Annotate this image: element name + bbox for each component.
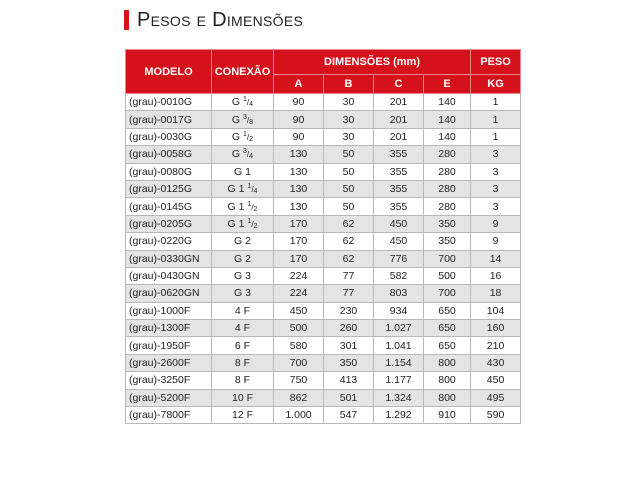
cell-peso: 1 [471,128,521,145]
cell-b: 30 [324,128,374,145]
cell-peso: 450 [471,372,521,389]
cell-c: 355 [374,163,424,180]
cell-a: 130 [274,180,324,197]
fraction-numerator: 3 [243,113,247,121]
table-row [126,146,521,163]
cell-b: 547 [324,407,374,424]
fraction-denominator: 4 [249,101,254,109]
cell-peso: 495 [471,389,521,406]
cell-b: 77 [324,285,374,302]
cell-e: 910 [424,407,471,424]
cell-b: 50 [324,146,374,163]
cell-peso: 1 [471,94,521,111]
cell-c: 1.177 [374,372,424,389]
cell-conexao [212,389,274,406]
cell-conexao: G 1 $^1/_2$ [212,198,274,215]
header-e: E [424,75,471,94]
section-heading [124,8,303,32]
conexao-base: G [231,148,241,161]
cell-b: 301 [324,337,374,354]
header-modelo: MODELO [126,50,212,94]
cell-conexao: G $^3/_4$ [212,146,274,163]
cell-c: 201 [374,94,424,111]
cell-a: 170 [274,215,324,232]
header-kg: KG [471,75,521,94]
cell-e: 650 [424,337,471,354]
fraction-numerator: 1 [247,217,252,225]
cell-peso: 3 [471,198,521,215]
fraction-numerator: 1 [243,130,247,138]
cell-conexao [212,267,274,284]
cell-a: 130 [274,163,324,180]
header-dimensoes: DIMENSÕES (mm) [274,50,471,75]
cell-c: 1.027 [374,320,424,337]
cell-peso: 9 [471,215,521,232]
cell-e: 140 [424,111,471,128]
cell-c: 201 [374,128,424,145]
fraction-denominator: 2 [253,205,258,213]
cell-modelo: (grau)-0010G [126,94,212,111]
cell-conexao [212,320,274,337]
cell-peso: 160 [471,320,521,337]
cell-b: 260 [324,320,374,337]
cell-peso: 3 [471,163,521,180]
cell-a: 170 [274,250,324,267]
cell-b: 62 [324,233,374,250]
conexao-base: 8 F [234,374,251,387]
cell-a: 450 [274,302,324,319]
fraction-numerator: 1 [247,183,252,191]
cell-c: 582 [374,267,424,284]
cell-e: 350 [424,233,471,250]
cell-peso: 210 [471,337,521,354]
cell-b: 30 [324,111,374,128]
cell-e: 280 [424,163,471,180]
cell-peso: 18 [471,285,521,302]
table-row [126,285,521,302]
conexao-base: G [231,113,241,126]
table-row [126,250,521,267]
cell-modelo: (grau)-2600F [126,354,212,371]
cell-c: 803 [374,285,424,302]
cell-a: 224 [274,267,324,284]
cell-modelo: (grau)-1950F [126,337,212,354]
cell-modelo: (grau)-1300F [126,320,212,337]
table-row [126,198,521,215]
cell-conexao [212,354,274,371]
conexao-base: 12 F [231,409,253,422]
conexao-base: 8 F [234,357,251,370]
conexao-base: G 1 [227,200,245,213]
weights-dimensions-table [125,49,521,424]
table-row [126,233,521,250]
fraction-numerator: 3 [243,148,247,156]
conexao-base: 10 F [231,391,253,404]
cell-b: 62 [324,250,374,267]
cell-modelo: (grau)-0125G [126,180,212,197]
cell-b: 30 [324,94,374,111]
cell-conexao [212,407,274,424]
cell-c: 355 [374,198,424,215]
cell-a: 170 [274,233,324,250]
cell-e: 800 [424,354,471,371]
cell-c: 355 [374,180,424,197]
fraction-denominator: 2 [253,222,258,230]
cell-modelo: (grau)-1000F [126,302,212,319]
cell-c: 201 [374,111,424,128]
cell-modelo: (grau)-0058G [126,146,212,163]
conexao-base: G 1 [227,183,245,196]
cell-c: 1.041 [374,337,424,354]
cell-c: 1.324 [374,389,424,406]
cell-b: 350 [324,354,374,371]
cell-modelo: (grau)-0330GN [126,250,212,267]
cell-conexao [212,163,274,180]
conexao-base: 4 F [234,304,251,317]
cell-peso: 430 [471,354,521,371]
fraction-denominator: 4 [249,153,254,161]
cell-conexao [212,250,274,267]
table-row [126,163,521,180]
header-peso: PESO [471,50,521,75]
fraction-numerator: 1 [247,200,252,208]
cell-b: 230 [324,302,374,319]
cell-a: 580 [274,337,324,354]
cell-c: 450 [374,215,424,232]
heading-accent-bar [124,10,129,30]
conexao-base: G 3 [234,270,251,283]
cell-peso: 3 [471,146,521,163]
cell-c: 355 [374,146,424,163]
cell-c: 450 [374,233,424,250]
cell-conexao [212,302,274,319]
table-row [126,337,521,354]
cell-a: 90 [274,94,324,111]
cell-a: 700 [274,354,324,371]
cell-conexao [212,285,274,302]
table-row [126,407,521,424]
fraction-denominator: 8 [249,118,254,126]
cell-modelo: (grau)-0205G [126,215,212,232]
cell-modelo: (grau)-0080G [126,163,212,180]
cell-e: 700 [424,285,471,302]
cell-a: 1.000 [274,407,324,424]
conexao-base: G 1 [227,217,245,230]
cell-conexao [212,337,274,354]
conexao-base: G [231,130,241,143]
cell-a: 500 [274,320,324,337]
table-body [126,94,521,424]
cell-peso: 590 [471,407,521,424]
cell-a: 130 [274,146,324,163]
table-row [126,111,521,128]
cell-modelo: (grau)-5200F [126,389,212,406]
cell-e: 280 [424,180,471,197]
conexao-base: 6 F [234,339,251,352]
cell-peso: 14 [471,250,521,267]
cell-conexao: G 1 $^1/_4$ [212,180,274,197]
cell-modelo: (grau)-0145G [126,198,212,215]
cell-modelo: (grau)-3250F [126,372,212,389]
cell-b: 413 [324,372,374,389]
conexao-base: G 1 [234,165,251,178]
cell-b: 62 [324,215,374,232]
cell-a: 90 [274,128,324,145]
conexao-base: 4 F [234,322,251,335]
cell-b: 50 [324,198,374,215]
cell-peso: 16 [471,267,521,284]
conexao-base: G 2 [234,235,251,248]
cell-e: 500 [424,267,471,284]
cell-modelo: (grau)-0030G [126,128,212,145]
cell-conexao: G 1 $^1/_2$ [212,215,274,232]
conexao-base: G 3 [234,287,251,300]
table-row [126,267,521,284]
cell-conexao [212,233,274,250]
cell-conexao: G $^3/_8$ [212,111,274,128]
header-c: C [374,75,424,94]
cell-modelo: (grau)-7800F [126,407,212,424]
cell-b: 77 [324,267,374,284]
cell-e: 800 [424,389,471,406]
table-row [126,180,521,197]
table-row [126,372,521,389]
cell-e: 280 [424,146,471,163]
cell-c: 1.154 [374,354,424,371]
cell-e: 140 [424,94,471,111]
cell-peso: 1 [471,111,521,128]
cell-e: 800 [424,372,471,389]
cell-e: 650 [424,320,471,337]
cell-e: 280 [424,198,471,215]
cell-c: 1.292 [374,407,424,424]
fraction-denominator: 4 [253,188,258,196]
cell-peso: 104 [471,302,521,319]
cell-conexao: G $^1/_4$ [212,94,274,111]
cell-peso: 9 [471,233,521,250]
header-a: A [274,75,324,94]
cell-conexao [212,372,274,389]
table-row [126,94,521,111]
cell-a: 224 [274,285,324,302]
cell-a: 130 [274,198,324,215]
conexao-base: G [231,96,241,109]
cell-e: 140 [424,128,471,145]
cell-c: 776 [374,250,424,267]
cell-modelo: (grau)-0017G [126,111,212,128]
cell-modelo: (grau)-0220G [126,233,212,250]
table-row [126,389,521,406]
fraction-denominator: 2 [249,135,254,143]
table-row [126,215,521,232]
cell-e: 700 [424,250,471,267]
table-row [126,128,521,145]
cell-a: 90 [274,111,324,128]
cell-a: 750 [274,372,324,389]
cell-modelo: (grau)-0430GN [126,267,212,284]
table-row [126,320,521,337]
cell-c: 934 [374,302,424,319]
cell-peso: 3 [471,180,521,197]
cell-a: 862 [274,389,324,406]
cell-b: 50 [324,163,374,180]
table-row [126,354,521,371]
cell-modelo: (grau)-0620GN [126,285,212,302]
table-row [126,302,521,319]
section-title: Pesos e Dimensões [137,8,304,31]
cell-e: 350 [424,215,471,232]
header-conexao: CONEXÃO [212,50,274,94]
fraction-numerator: 1 [243,96,247,104]
cell-conexao: G $^1/_2$ [212,128,274,145]
cell-e: 650 [424,302,471,319]
header-b: B [324,75,374,94]
cell-b: 501 [324,389,374,406]
conexao-base: G 2 [234,252,251,265]
cell-b: 50 [324,180,374,197]
